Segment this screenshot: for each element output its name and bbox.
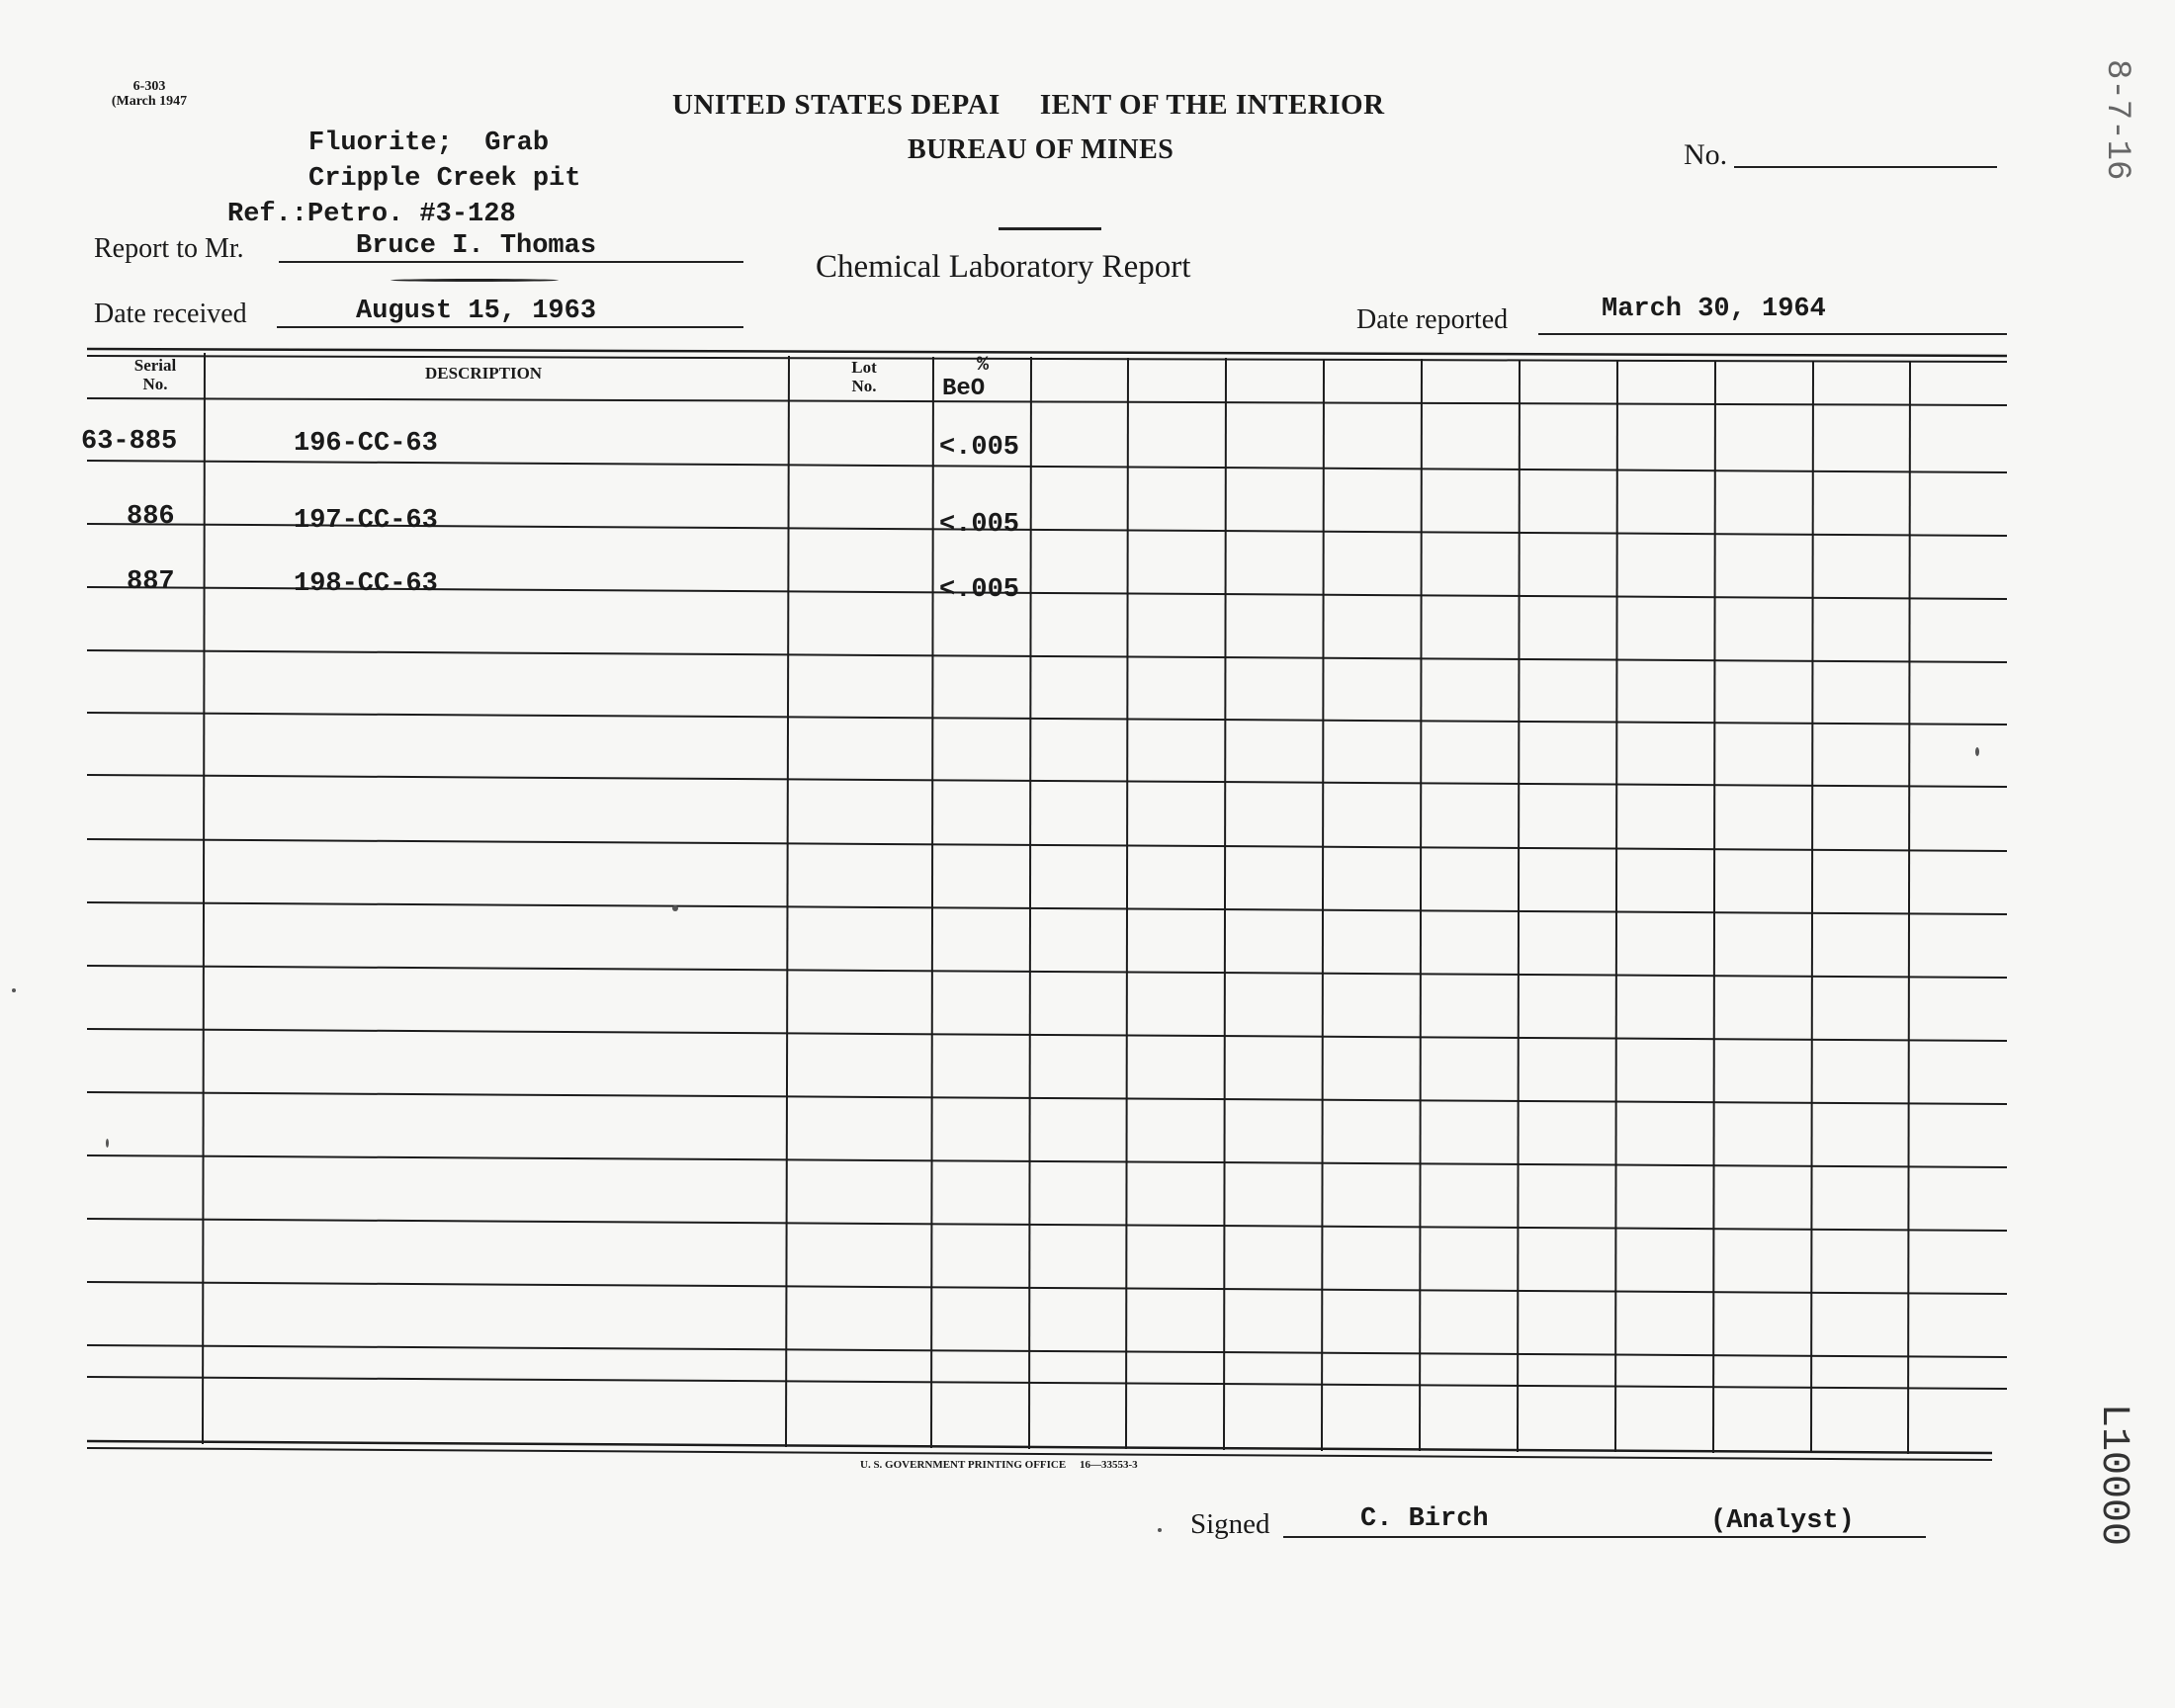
col-header-description: DESCRIPTION	[425, 364, 543, 383]
signature-line	[1283, 1536, 1926, 1538]
no-label: No.	[1684, 138, 1728, 171]
form-number-code: 6-303	[132, 79, 166, 94]
mineral-line: Fluorite; Grab	[308, 128, 550, 158]
form-number-date: (March 1947	[111, 94, 188, 109]
speck	[672, 905, 678, 911]
analyst-label: (Analyst)	[1710, 1506, 1855, 1536]
printing-office-imprint: U. S. GOVERNMENT PRINTING OFFICE 16—33553-3	[860, 1459, 1138, 1471]
col-header-serial: Serial No.	[133, 356, 177, 393]
col-header-beo: BeO	[942, 376, 986, 402]
signed-label: Signed	[1190, 1508, 1270, 1540]
row-3-serial: 887	[127, 567, 175, 597]
speck	[1158, 1528, 1162, 1532]
department-title-start: UNITED STATES DEPAI	[672, 89, 1000, 121]
department-title-end: IENT OF THE INTERIOR	[1039, 89, 1385, 121]
row-3-beo: <.005	[939, 575, 1020, 605]
row-2-serial: 886	[127, 502, 175, 532]
report-to-label: Report to Mr.	[94, 233, 244, 264]
report-to-value: Bruce I. Thomas	[356, 231, 597, 261]
margin-stamp-bottom: L10000	[2091, 1404, 2135, 1547]
location-line: Cripple Creek pit	[308, 164, 581, 194]
date-received-label: Date received	[94, 299, 247, 329]
row-2-beo: <.005	[939, 510, 1020, 540]
row-3-description: 198-CC-63	[294, 569, 438, 599]
speck	[106, 1139, 109, 1148]
row-1-description: 196-CC-63	[294, 429, 438, 459]
col-header-beo-percent: %	[977, 354, 990, 377]
date-received-value: August 15, 1963	[356, 297, 597, 326]
speck	[12, 988, 16, 992]
analyst-name: C. Birch	[1360, 1504, 1489, 1534]
margin-stamp-top: 8-7-16	[2098, 59, 2135, 181]
ref-line: Ref.:Petro. #3-128	[227, 200, 516, 229]
row-2-description: 197-CC-63	[294, 506, 438, 536]
col-header-lot: Lot No.	[851, 358, 877, 395]
speck	[1975, 747, 1979, 756]
bureau-title: BUREAU OF MINES	[908, 134, 1174, 165]
date-reported-label: Date reported	[1356, 304, 1509, 335]
row-1-serial: 63-885	[81, 427, 178, 457]
date-reported-value: March 30, 1964	[1602, 295, 1826, 324]
report-title: Chemical Laboratory Report	[816, 249, 1191, 285]
row-1-beo: <.005	[939, 433, 1020, 463]
